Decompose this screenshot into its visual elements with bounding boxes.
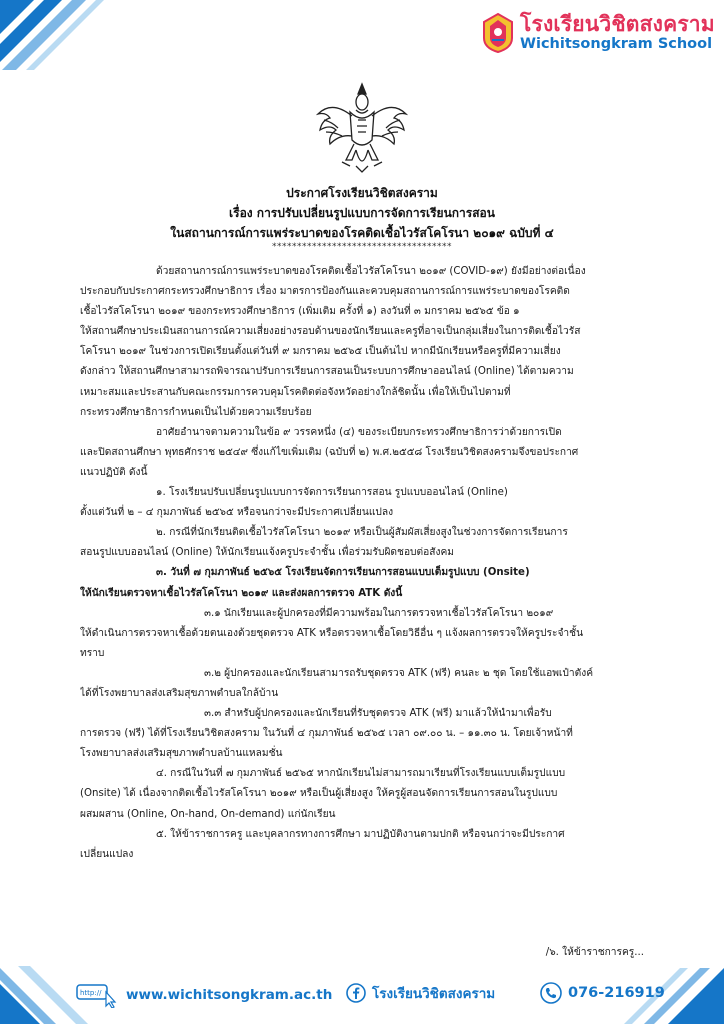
body-line: ให้ดำเนินการตรวจหาเชื้อด้วยตนเองด้วยชุดตรวจ ATK หรือตรวจหาเชื้อโดยวิธีอื่น ๆ แจ้งผลการตรวจให้ครูประจำชั้น <box>80 627 584 639</box>
body-line: สอนรูปแบบออนไลน์ (Online) ให้นักเรียนแจ้งครูประจำชั้น เพื่อร่วมรับผิดชอบต่อสังคม <box>80 547 454 559</box>
body-line: ๕. ให้ข้าราชการครู และบุคลากรทางการศึกษา มาปฏิบัติงานตามปกติ หรือจนกว่าจะมีประกาศ <box>156 828 565 840</box>
body-line: ตั้งแต่วันที่ ๒ – ๔ กุมภาพันธ์ ๒๕๖๕ หรือจนกว่าจะมีประกาศเปลี่ยนแปลง <box>80 507 394 519</box>
body-line: ๓.๑ นักเรียนและผู้ปกครองที่มีความพร้อมในการตรวจหาเชื้อไวรัสโคโรนา ๒๐๑๙ <box>204 607 554 619</box>
phone-number[interactable]: 076-216919 <box>568 985 665 1001</box>
svg-text:http://: http:// <box>80 989 102 997</box>
facebook-page-name[interactable]: โรงเรียนวิชิตสงคราม <box>372 986 496 1002</box>
continued-note: /๖. ให้ข้าราชการครู... <box>545 947 644 958</box>
body-line: ประกอบกับประกาศกระทรวงศึกษาธิการ เรื่อง มาตรการป้องกันและควบคุมสถานการณ์การแพร่ระบาดของโรคติด <box>80 286 570 298</box>
body-line: กระทรวงศึกษาธิการกำหนดเป็นไปด้วยความเรียบร้อย <box>80 406 312 418</box>
footer-facebook[interactable] <box>346 982 495 1004</box>
phone-icon <box>540 982 562 1004</box>
body-line: แนวปฏิบัติ ดังนี้ <box>80 466 148 478</box>
school-logo-icon <box>480 12 516 54</box>
body-line: ๔. กรณีในวันที่ ๗ กุมภาพันธ์ ๒๕๖๕ หากนักเรียนไม่สามารถมาเรียนที่โรงเรียนแบบเต็มรูปแบบ <box>156 768 566 780</box>
web-cursor-icon <box>76 982 120 1008</box>
footer-phone[interactable] <box>540 982 665 1004</box>
announcement-body <box>80 262 646 865</box>
body-line: ด้วยสถานการณ์การแพร่ระบาดของโรคติดเชื้อไวรัสโคโรนา ๒๐๑๙ (COVID-๑๙) ยังมีอย่างต่อเนื่อง <box>156 266 586 277</box>
body-line: โคโรนา ๒๐๑๙ ในช่วงการเปิดเรียนตั้งแต่วันที่ ๙ มกราคม ๒๕๖๕ เป็นต้นไป หากมีนักเรียนหรือครูที่มีความเสี่ยง <box>80 346 561 358</box>
body-line: ให้สถานศึกษาประเมินสถานการณ์ความเสี่ยงอย่างรอบด้านของนักเรียนและครูที่อาจเป็นกลุ่มเสี่ยงในการติดเชื้อไวรัส <box>80 326 581 338</box>
garuda-emblem-icon <box>312 80 412 176</box>
body-line: ๓.๓ สำหรับผู้ปกครองและนักเรียนที่รับชุดตรวจ ATK (ฟรี) มาแล้วให้นำมาเพื่อรับ <box>204 708 552 720</box>
header-stripes <box>0 0 130 70</box>
body-line-bold: ให้นักเรียนตรวจหาเชื้อไวรัสโคโรนา ๒๐๑๙ และส่งผลการตรวจ ATK ดังนี้ <box>80 587 403 599</box>
website-link[interactable]: www.wichitsongkram.ac.th <box>126 987 333 1003</box>
body-line: ดังกล่าว ให้สถานศึกษาสามารถพิจารณาปรับการเรียนการสอนเป็นระบบการศึกษาออนไลน์ (Online) ได้ตามความ <box>80 366 574 378</box>
body-line: โรงพยาบาลส่งเสริมสุขภาพตำบลบ้านแหลมชั่น <box>80 748 283 760</box>
facebook-icon <box>346 983 366 1003</box>
body-line: ทราบ <box>80 647 105 659</box>
announcement-title: ประกาศโรงเรียนวิชิตสงคราม <box>286 186 438 200</box>
body-line: และปิดสถานศึกษา พุทธศักราช ๒๕๔๙ ซึ่งแก้ไขเพิ่มเติม (ฉบับที่ ๒) พ.ศ.๒๕๕๘ โรงเรียนวิชิตสงครามจึงขอประกาศ <box>80 446 579 458</box>
footer-website[interactable] <box>76 982 332 1008</box>
body-line: การตรวจ (ฟรี) ได้ที่โรงเรียนวิชิตสงคราม ในวันที่ ๔ กุมภาพันธ์ ๒๕๖๕ เวลา ๐๙.๐๐ น. – ๑๑.๓๐ น. โดยเจ้าหน้าที่ <box>80 728 573 740</box>
body-line: เชื้อไวรัสโคโรนา ๒๐๑๙ ของกระทรวงศึกษาธิการ (เพิ่มเติม ครั้งที่ ๑) ลงวันที่ ๓ มกราคม ๒๕๖๕ ข้อ ๑ <box>80 306 520 318</box>
body-line-bold: ๓. วันที่ ๗ กุมภาพันธ์ ๒๕๖๕ โรงเรียนจัดการเรียนการสอนแบบเต็มรูปแบบ (Onsite) <box>156 567 530 579</box>
body-line: เหมาะสมและประสานกับคณะกรรมการควบคุมโรคติดต่อจังหวัดอย่างใกล้ชิดนั้น เพื่อให้เป็นไปตามที่ <box>80 386 511 398</box>
school-name-en: Wichitsongkram School <box>520 36 713 52</box>
title-separator: ************************************ <box>272 242 452 252</box>
body-line: ๑. โรงเรียนปรับเปลี่ยนรูปแบบการจัดการเรียนการสอน รูปแบบออนไลน์ (Online) <box>156 487 508 499</box>
body-line: เปลี่ยนแปลง <box>80 848 134 860</box>
body-line: (Onsite) ได้ เนื่องจากติดเชื้อไวรัสโคโรนา ๒๐๑๙ หรือเป็นผู้เสี่ยงสูง ให้ครูผู้สอนจัดการเรียนการสอนในรูปแบบ <box>80 788 558 800</box>
body-line: ได้ที่โรงพยาบาลส่งเสริมสุขภาพตำบลใกล้บ้าน <box>80 687 279 699</box>
body-line: ผสมผสาน (Online, On-hand, On-demand) แก่นักเรียน <box>80 808 336 820</box>
body-line: อาศัยอำนาจตามความในข้อ ๙ วรรคหนึ่ง (๔) ของระเบียบกระทรวงศึกษาธิการว่าด้วยการเปิด <box>156 426 562 438</box>
announcement-context: ในสถานการณ์การแพร่ระบาดของโรคติดเชื้อไวรัสโคโรนา ๒๐๑๙ ฉบับที่ ๔ <box>170 226 554 240</box>
school-name-th: โรงเรียนวิชิตสงคราม <box>520 12 715 36</box>
body-line: ๒. กรณีที่นักเรียนติดเชื้อไวรัสโคโรนา ๒๐๑๙ หรือเป็นผู้สัมผัสเสี่ยงสูงในช่วงการจัดการเรียนการ <box>156 527 568 539</box>
body-line: ๓.๒ ผู้ปกครองและนักเรียนสามารถรับชุดตรวจ ATK (ฟรี) คนละ ๒ ชุด โดยใช้แอพเป๋าตังค์ <box>204 667 594 679</box>
announcement-subject: เรื่อง การปรับเปลี่ยนรูปแบบการจัดการเรียนการสอน <box>229 206 495 220</box>
